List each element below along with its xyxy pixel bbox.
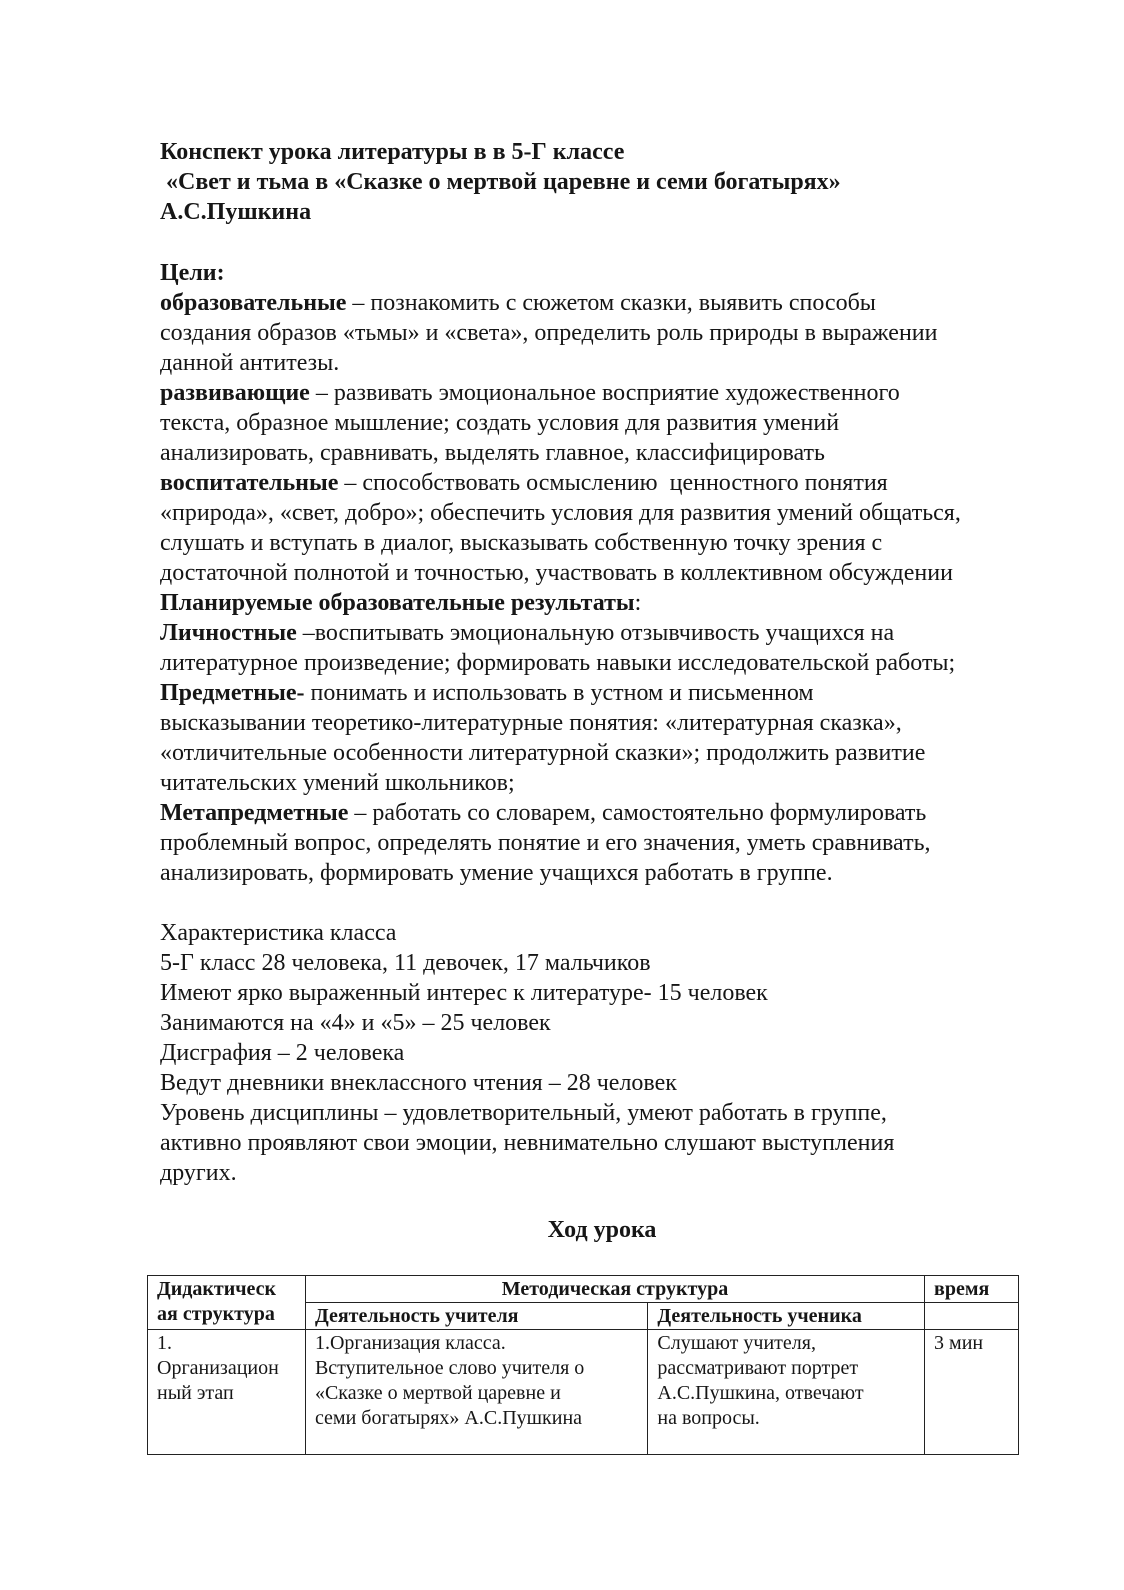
goal-upbringing-text: достаточной полнотой и точностью, участвовать в коллективном обсуждении	[160, 560, 953, 586]
header-time-empty	[925, 1303, 1019, 1330]
table-row	[148, 1330, 1019, 1455]
result-meta-text: проблемный вопрос, определять понятие и его значения, уметь сравнивать,	[160, 830, 931, 856]
class-info-line: 5-Г класс 28 человека, 11 девочек, 17 мальчиков	[160, 950, 651, 976]
document-body	[160, 258, 1040, 1188]
header-didactic-structure: Дидактическ ая структура	[148, 1276, 306, 1330]
result-subject-text: высказывании теоретико-литературные понятия: «литературная сказка»,	[160, 710, 902, 736]
title-line-3: А.С.Пушкина	[160, 199, 312, 225]
lesson-table	[147, 1275, 1019, 1455]
cell-time: 3 мин	[925, 1330, 1019, 1455]
result-personal	[160, 618, 1040, 678]
goal-upbringing-text: слушать и вступать в диалог, высказывать собственную точку зрения с	[160, 530, 883, 556]
results-heading-suffix: :	[634, 590, 642, 616]
result-meta-text: – работать со словарем, самостоятельно формулировать	[348, 800, 927, 826]
result-meta	[160, 798, 1040, 888]
result-subject	[160, 678, 1040, 798]
goal-educational-label: образовательные	[160, 290, 347, 316]
result-meta-text: анализировать, формировать умение учащихся работать в группе.	[160, 860, 833, 886]
goal-upbringing-text: – способствовать осмыслению ценностного понятия	[338, 470, 888, 496]
cell-student-activity: Слушают учителя, рассматривают портрет А.С.Пушкина, отвечают на вопросы.	[648, 1330, 925, 1455]
cell-didactic: 1. Организацион ный этап	[148, 1330, 306, 1455]
goal-upbringing-label: воспитательные	[160, 470, 339, 496]
goal-educational-text: – познакомить с сюжетом сказки, выявить способы	[346, 290, 876, 316]
class-info-line: Имеют ярко выраженный интерес к литературе- 15 человек	[160, 980, 768, 1006]
class-characteristics	[160, 918, 1040, 1188]
result-personal-text: литературное произведение; формировать навыки исследовательской работы;	[160, 650, 956, 676]
goal-developing-text: анализировать, сравнивать, выделять главное, классифицировать	[160, 440, 825, 466]
class-info-heading: Характеристика класса	[160, 920, 397, 946]
result-personal-text: –воспитывать эмоциональную отзывчивость учащихся на	[296, 620, 895, 646]
goal-developing	[160, 378, 1040, 468]
title-line-2: «Свет и тьма в «Сказке о мертвой царевне и семи богатырях»	[160, 169, 841, 195]
result-subject-text: понимать и использовать в устном и письменном	[304, 680, 814, 706]
class-info-line: Дисграфия – 2 человека	[160, 1040, 405, 1066]
header-teacher-activity: Деятельность учителя	[305, 1303, 647, 1330]
header-time: время	[925, 1276, 1019, 1303]
goal-educational-text: данной антитезы.	[160, 350, 340, 376]
lesson-course-title: Ход урока	[547, 1217, 657, 1243]
title-line-1: Конспект урока литературы в в 5-Г классе	[160, 139, 625, 165]
class-info-line: других.	[160, 1160, 237, 1186]
table-header-row	[148, 1276, 1019, 1303]
result-subject-text: «отличительные особенности литературной сказки»; продолжить развитие	[160, 740, 926, 766]
document-title	[160, 137, 1040, 227]
header-student-activity: Деятельность ученика	[648, 1303, 925, 1330]
goal-developing-label: развивающие	[160, 380, 310, 406]
goal-educational	[160, 288, 1040, 378]
results-heading: Планируемые образовательные результаты	[160, 590, 635, 616]
goals-heading: Цели:	[160, 260, 225, 286]
result-personal-label: Личностные	[160, 620, 297, 646]
result-subject-text: читательских умений школьников;	[160, 770, 515, 796]
header-method-structure: Методическая структура	[305, 1276, 924, 1303]
goal-educational-text: создания образов «тьмы» и «света», определить роль природы в выражении	[160, 320, 938, 346]
goal-upbringing-text: «природа», «свет, добро»; обеспечить условия для развития умений общаться,	[160, 500, 961, 526]
goal-developing-text: текста, образное мышление; создать условия для развития умений	[160, 410, 840, 436]
result-meta-label: Метапредметные	[160, 800, 349, 826]
class-info-line: Занимаются на «4» и «5» – 25 человек	[160, 1010, 551, 1036]
goal-upbringing	[160, 468, 1040, 588]
goal-developing-text: – развивать эмоциональное восприятие художественного	[309, 380, 900, 406]
class-info-line: Уровень дисциплины – удовлетворительный, умеют работать в группе,	[160, 1100, 887, 1126]
class-info-line: Ведут дневники внеклассного чтения – 28 человек	[160, 1070, 677, 1096]
cell-teacher-activity: 1.Организация класса. Вступительное слово учителя о «Сказке о мертвой царевне и семи богатырях» А.С.Пушкина	[305, 1330, 647, 1455]
result-subject-label: Предметные-	[160, 680, 305, 706]
class-info-line: активно проявляют свои эмоции, невнимательно слушают выступления	[160, 1130, 895, 1156]
